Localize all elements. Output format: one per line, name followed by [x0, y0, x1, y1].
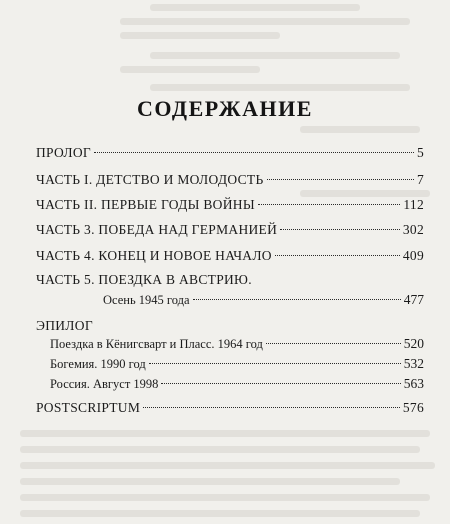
toc-page-number: 7: [416, 172, 424, 187]
dot-leader: [266, 343, 401, 344]
toc-entry-part-5-line1: ЧАСТЬ 5. ПОЕЗДКА В АВСТРИЮ.: [36, 272, 252, 287]
toc-entry-part-5: [103, 292, 424, 308]
toc-entry-prologue: [36, 145, 424, 161]
toc-entry-label: POSTSCRIPTUM: [36, 400, 141, 415]
toc-entry-label: ПРОЛОГ: [36, 145, 92, 160]
toc-page-number: 5: [416, 145, 424, 160]
toc-entry-part-3: [36, 222, 424, 238]
toc-entry-part-4: [36, 248, 424, 264]
toc-page-number: 477: [403, 292, 424, 307]
toc-entry-postscriptum: [36, 400, 424, 416]
dot-leader: [275, 255, 400, 256]
toc-page-number: 563: [403, 376, 424, 391]
toc-entry-part-1: [36, 172, 424, 188]
toc-entry-label: Богемия. 1990 год: [50, 357, 146, 371]
dot-leader: [143, 407, 400, 408]
toc-entry-label: ЧАСТЬ 4. КОНЕЦ И НОВОЕ НАЧАЛО: [36, 248, 272, 263]
toc-entry-part-2: [36, 197, 424, 213]
toc-entry-label: Поездка в Кёнигсварт и Пласс. 1964 год: [50, 337, 263, 351]
toc-entry-label: ЧАСТЬ 3. ПОБЕДА НАД ГЕРМАНИЕЙ: [36, 222, 278, 237]
toc-page-number: 532: [403, 356, 424, 371]
toc-entry-label: ЧАСТЬ II. ПЕРВЫЕ ГОДЫ ВОЙНЫ: [36, 197, 255, 212]
toc-entry-epilogue: ЭПИЛОГ: [36, 318, 93, 333]
toc-page-number: 302: [402, 222, 424, 237]
toc-subentry-konigswart: [50, 336, 424, 352]
dot-leader: [267, 179, 414, 180]
dot-leader: [193, 299, 401, 300]
toc-subentry-bohemia: [50, 356, 424, 372]
toc-subentry-russia: [50, 376, 424, 392]
toc-entry-label: Россия. Август 1998: [50, 377, 159, 391]
toc-page-number: 520: [403, 336, 424, 351]
dot-leader: [94, 152, 414, 153]
toc-entry-label: ЧАСТЬ I. ДЕТСТВО И МОЛОДОСТЬ: [36, 172, 264, 187]
toc-page-number: 576: [402, 400, 424, 415]
toc-page-number: 112: [403, 197, 424, 212]
dot-leader: [258, 204, 400, 205]
dot-leader: [149, 363, 401, 364]
dot-leader: [161, 383, 400, 384]
page-title: СОДЕРЖАНИЕ: [137, 96, 313, 121]
dot-leader: [280, 229, 400, 230]
toc-page-number: 409: [402, 248, 424, 263]
toc-entry-label: Осень 1945 года: [103, 293, 190, 307]
